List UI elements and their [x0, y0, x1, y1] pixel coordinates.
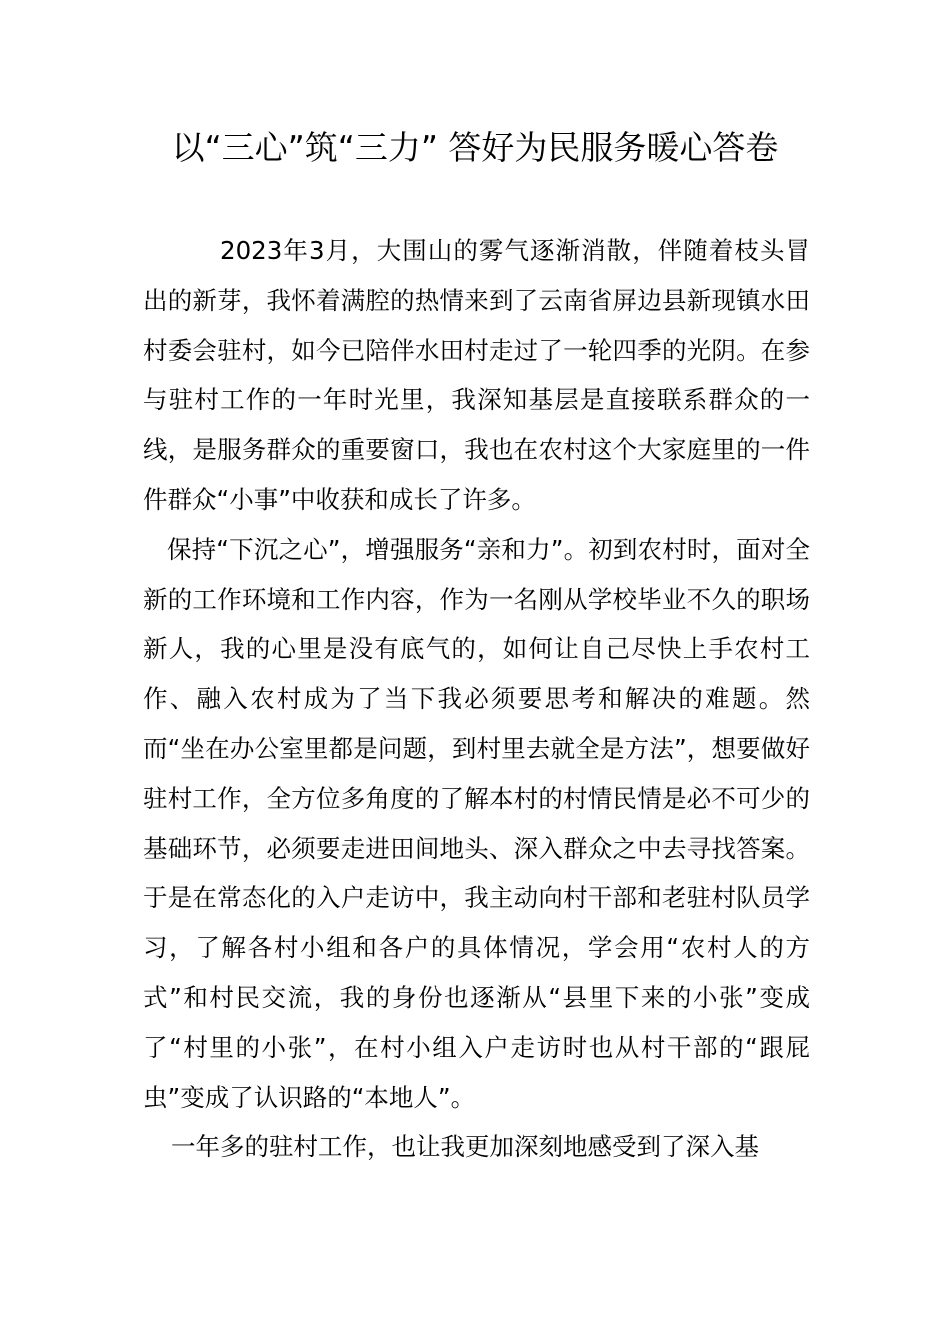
paragraph-section-1-continued: 一年多的驻村工作，也让我更加深刻地感受到了深入基 [171, 1132, 759, 1162]
document-title: 以“三心”筑“三力” 答好为民服务暖心答卷 [171, 128, 779, 167]
paragraph-section-1: 保持“下沉之心”，增强服务“亲和力”。初到农村时，面对全新的工作环境和工作内容，作为一名刚从学校毕业不久的职场新人，我的心里是没有底气的，如何让自己尽快上手农村工作、融入农村成为了当下我必须要思考和解决的难题。然而“坐在办公室里都是问题，到村里去就全是方法”，想要做好驻村工作，全方位多角度的了解本村的村情民情是必不可少的基础环节，必须要走进田间地头、深入群众之中去寻找答案。于是在常态化的入户走访中，我主动向村干部和老驻村队员学习，了解各村小组和各户的具体情况，学会用“农村人的方式”和村民交流，我的身份也逐渐从“县里下来的小张”变成了“村里的小张”，在村小组入户走访时也从村干部的“跟屁虫”变成了认识路的“本地人”。 [143, 534, 810, 1112]
paragraph-intro: 2023年3月，大围山的雾气逐渐消散，伴随着枝头冒出的新芽，我怀着满腔的热情来到了云南省屏边县新现镇水田村委会驻村，如今已陪伴水田村走过了一轮四季的光阴。在参与驻村工作的一年时光里，我深知基层是直接联系群众的一线，是服务群众的重要窗口，我也在农村这个大家庭里的一件件群众“小事”中收获和成长了许多。 [143, 236, 810, 514]
document-body [143, 226, 810, 1172]
